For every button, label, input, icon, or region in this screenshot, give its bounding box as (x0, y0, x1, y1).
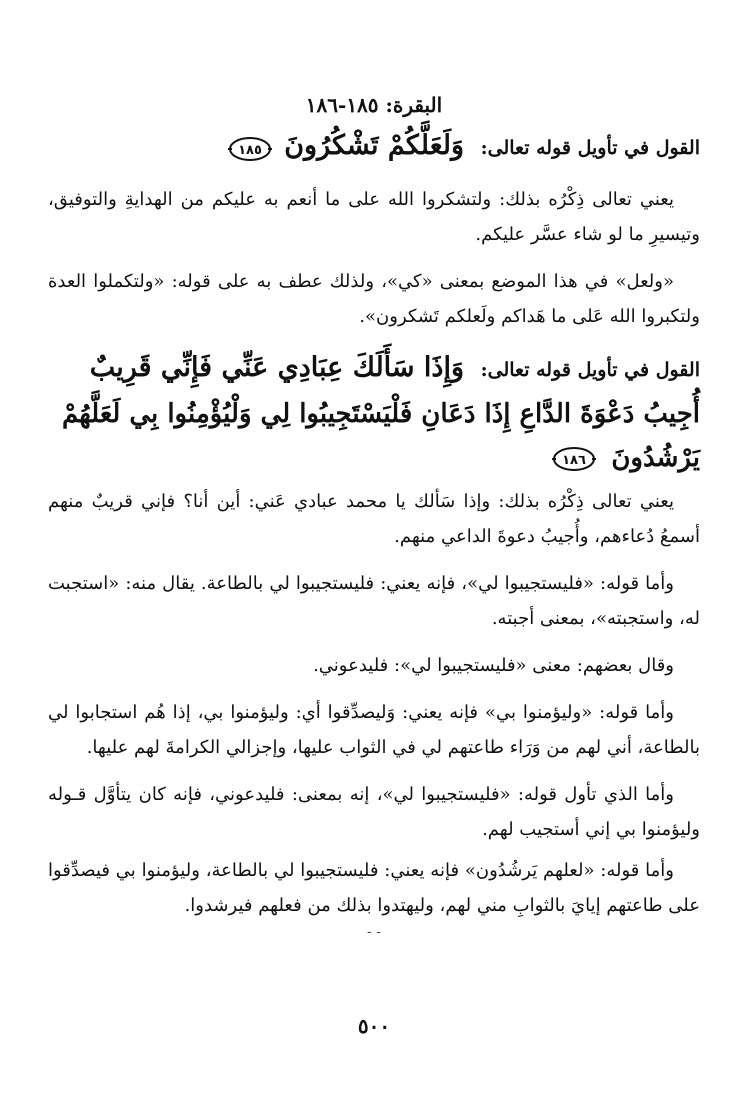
section-heading-186 (48, 346, 700, 392)
running-header: البقرة: ١٨٥-١٨٦ (305, 93, 443, 117)
heading-text: القول في تأويل قوله تعالى: (480, 137, 700, 159)
ayah-number-185: ١٨٥ (237, 143, 262, 158)
quran-verse-186-line3: يَرْشُدُونَ (611, 443, 700, 473)
page (48, 88, 700, 1048)
section-heading-185 (48, 124, 700, 170)
paragraph: وأما الذي تأول قوله: «فليستجيبوا لي»، إنه بمعنى: فليدعوني، فإنه كان يتأوَّل قـوله وليؤمنوا بي إني أستجيب لهم. (48, 784, 700, 840)
paragraph: يعني تعالى ذِكْرُه بذلك: وإذا سَألك يا محمد عبادي عَني: أين أنا؟ فإني قريبٌ منهم أسمعُ دُعاءهم، وأُجيبُ دعوةَ الداعي منهم. (48, 491, 700, 547)
paragraph: وأما قوله: «وليؤمنوا بي» فإنه يعني: وَليصدِّقوا أي: وليؤمنوا بي، إذا هُم استجابوا لي بالطاعة، أني لهم من وَرَاء طاعتهم لي في الثواب عليها، وإجزالي الكرامةَ لهم عليها. (48, 702, 700, 758)
ayah-end-marker-icon (552, 446, 596, 472)
paragraph: وأما قوله: «لعلهم يَرشُدُون» فإنه يعني: فليستجيبوا لي بالطاعة، وليؤمنوا بي فيصدِّقوا على طاعتهم إيايَ بالثوابِ مني لهم، وليهتدوا بذلك من فعلهم فيرشدوا. (48, 860, 700, 916)
ayah-end-marker-icon (228, 136, 272, 162)
paragraph: «ولعل» في هذا الموضع بمعنى «كي»، ولذلك عطف به على قوله: «ولتكملوا العدة ولتكبروا الله عَلى ما هَداكم ولَعلكم تَشكرون». (48, 271, 700, 327)
paragraph: وقال بعضهم: معنى «فليستجيبوا لي»: فليدعوني. (313, 655, 674, 676)
paragraph: وأما قوله: «فليستجيبوا لي»، فإنه يعني: فليستجيبوا لي بالطاعة. يقال منه: «استجبت له، واستجبته»، بمعنى أجبته. (48, 573, 700, 629)
footnote-separator: - - (367, 924, 381, 940)
quran-verse-185: وَلَعَلَّكُمْ تَشْكُرُونَ (284, 130, 464, 161)
ayah-number-186: ١٨٦ (562, 453, 587, 468)
page-number: ٥٠٠ (357, 1014, 391, 1038)
heading-text: القول في تأويل قوله تعالى: (480, 359, 700, 381)
quran-verse-186-line2: أُجِيبُ دَعْوَةَ الدَّاعِ إِذَا دَعَانِ فَلْيَسْتَجِيبُوا لِي وَلْيُؤْمِنُوا بِي لَعَلَّهُمْ (61, 399, 700, 429)
quran-verse-186-line3-wrapper (48, 436, 700, 480)
paragraph: يعني تعالى ذِكْرُه بذلك: ولتشكروا الله على ما أنعم به عليكم من الهدايةِ والتوفيق، وتيسيرِ ما لو شاء عسَّر عليكم. (48, 189, 700, 245)
quran-verse-186-line1: وَإِذَا سَأَلَكَ عِبَادِي عَنِّي فَإِنِّي قَرِيبٌ (89, 352, 464, 383)
